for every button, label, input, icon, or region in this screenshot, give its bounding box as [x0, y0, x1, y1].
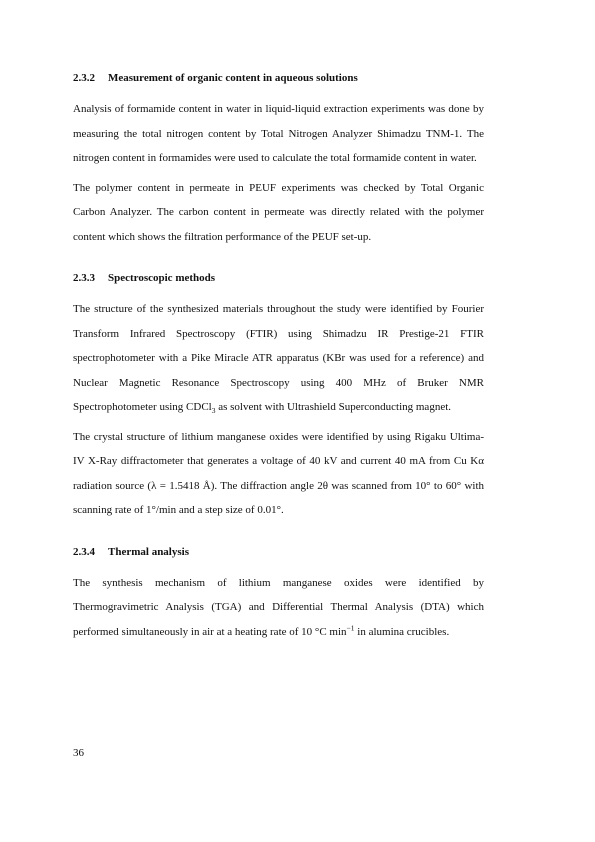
paragraph: The polymer content in permeate in PEUF experiments was checked by Total Organic Carbon Analyzer. The carbon content in permeate was directly related with the polymer content which shows the filtration performance of the PEUF set-up. [73, 181, 484, 243]
section-title: Thermal analysis [108, 545, 189, 558]
section-heading-2-3-2 [73, 70, 484, 86]
section-number: 2.3.2 [73, 72, 95, 84]
paragraph-text: as solvent with Ultrashield Superconducting magnet. [215, 401, 452, 413]
section-heading-2-3-4 [73, 544, 484, 560]
section-number: 2.3.3 [73, 272, 95, 284]
page-number: 36 [73, 747, 84, 759]
page-body [73, 70, 484, 649]
paragraph-text: in alumina crucibles. [354, 625, 450, 638]
paragraph-text: The synthesis mechanism of lithium manganese oxides were identified by Thermogravimetric Analysis (TGA) and Differential Thermal Analysis (DTA) which performed simultaneously in air at a heating rate of 10 °C min [73, 576, 484, 638]
paragraph: Analysis of formamide content in water in liquid-liquid extraction experiments was done by measuring the total nitrogen content by Total Nitrogen Analyzer Shimadzu TNM-1. The nitrogen content in formamides were used to calculate the total formamide content in water. [73, 103, 484, 164]
subscript: 3 [211, 406, 216, 416]
paragraph [73, 571, 484, 645]
section-title: Measurement of organic content in aqueous solutions [108, 72, 358, 84]
section-number: 2.3.4 [73, 545, 95, 558]
superscript: −1 [346, 622, 355, 632]
paragraph [73, 297, 484, 420]
section-title: Spectroscopic methods [108, 272, 216, 284]
paragraph-text: The structure of the synthesized materials throughout the study were identified by Fourier Transform Infrared Spectroscopy (FTIR) using Shimadzu IR Prestige-21 FTIR spectrophotometer with a Pike Miracle ATR apparatus (KBr was used for a reference) and Nuclear Magnetic Resonance Spectroscopy using 400 MHz of Bruker NMR Spectrophotometer using CDCl [73, 303, 484, 413]
paragraph: The crystal structure of lithium manganese oxides were identified by using Rigaku Ultima-IV X-Ray diffractometer that generates a voltage of 40 kV and current 40 mA from Cu Kα radiation source (λ = 1.5418 Å). The diffraction angle 2θ was scanned from 10° to 60° with scanning rate of 1°/min and a step size of 0.01°. [73, 430, 484, 516]
section-heading-2-3-3 [73, 270, 484, 286]
